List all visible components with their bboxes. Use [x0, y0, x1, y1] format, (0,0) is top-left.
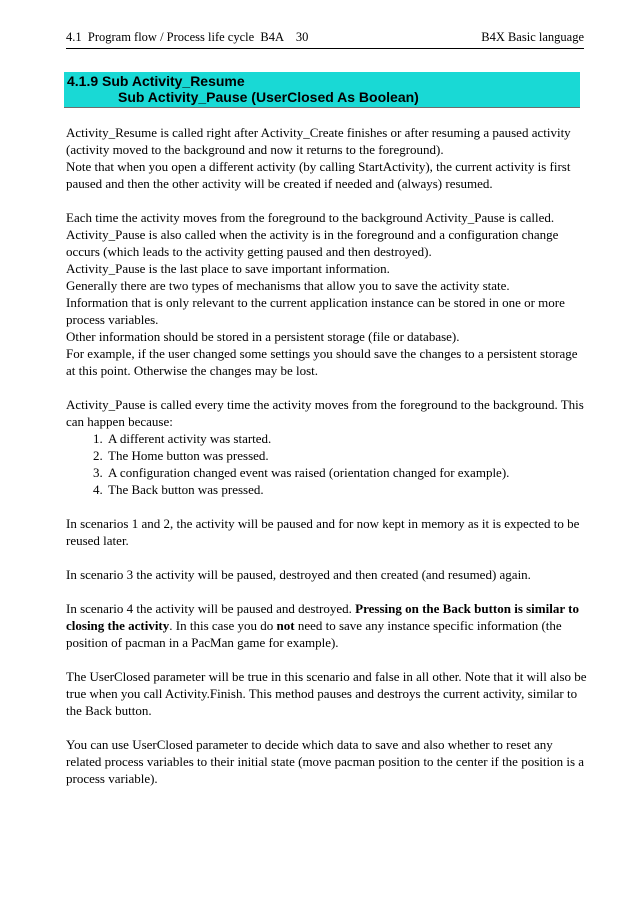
paragraph-userclosed: The UserClosed parameter will be true in this scenario and false in all other. Note that it will also be true when you call Activity.Finish. This method pauses and destroys the current activity, similar to the Back button.: [66, 669, 587, 718]
pause-line-2: Activity_Pause is also called when the activity is in the foreground and a configuration change occurs (which leads to the activity getting paused and then destroyed).: [66, 227, 559, 259]
heading-line-2: Sub Activity_Pause (UserClosed As Boolean): [118, 89, 419, 105]
scenario-4-bold-a: Pressing on the Back button is similar to closing the activity: [66, 601, 579, 633]
pause-line-6: Other information should be stored in a persistent storage (file or database).: [66, 329, 460, 344]
pause-line-1: Each time the activity moves from the foreground to the background Activity_Pause is called.: [66, 210, 555, 225]
list-item: 2. The Home button was pressed.: [106, 447, 588, 464]
paragraph-scenario-3: In scenario 3 the activity will be paused, destroyed and then created (and resumed) again.: [66, 567, 531, 582]
scenario-4-bold-not: not: [276, 618, 295, 633]
paragraph-scenario-4: [66, 600, 588, 651]
pause-line-5: Information that is only relevant to the current application instance can be stored in one or more process variables.: [66, 295, 565, 327]
scenario-4-text-c: . In this case you do: [169, 618, 277, 633]
paragraph-userclosed-usage: You can use UserClosed parameter to decide which data to save and also whether to reset any related process variables to their initial state (move pacman position to the center if the position is a process variable).: [66, 737, 585, 786]
header-right: B4X Basic language: [481, 30, 584, 44]
list-item: 1. A different activity was started.: [106, 430, 588, 447]
pause-line-7: For example, if the user changed some settings you should save the changes to a persistent storage at this point. Otherwise the changes may be lost.: [66, 346, 578, 378]
paragraph-pause-reasons: Activity_Pause is called every time the activity moves from the foreground to the background. This can happen because:: [66, 397, 584, 429]
pause-line-3: Activity_Pause is the last place to save important information.: [66, 261, 390, 276]
list-item: 4. The Back button was pressed.: [106, 481, 588, 498]
paragraph-resume-note: Note that when you open a different activity (by calling StartActivity), the current activity is first paused and then the other activity will be created if needed and (always) resumed.: [66, 159, 571, 191]
paragraph-pause: [66, 209, 588, 379]
scenario-4-text-e: need to save any instance specific information (the position of pacman in a PacMan game for example).: [66, 618, 562, 650]
running-header: [66, 29, 584, 49]
paragraph-resume-text: Activity_Resume is called right after Activity_Create finishes or after resuming a paused activity (activity moved to the background and now it returns to the foreground).: [66, 125, 571, 157]
pause-line-4: Generally there are two types of mechanisms that allow you to save the activity state.: [66, 278, 510, 293]
paragraph-scenarios-1-2: In scenarios 1 and 2, the activity will be paused and for now kept in memory as it is expected to be reused later.: [66, 516, 580, 548]
section-heading: [64, 72, 580, 108]
pause-reasons-list: [66, 430, 588, 498]
heading-line-1: 4.1.9 Sub Activity_Resume: [67, 73, 245, 89]
document-body: [66, 124, 588, 804]
list-item: 3. A configuration changed event was raised (orientation changed for example).: [106, 464, 588, 481]
paragraph-resume: [66, 124, 588, 192]
scenario-4-text-a: In scenario 4 the activity will be paused and destroyed.: [66, 601, 356, 616]
header-left: 4.1 Program flow / Process life cycle B4A 30: [66, 30, 309, 44]
